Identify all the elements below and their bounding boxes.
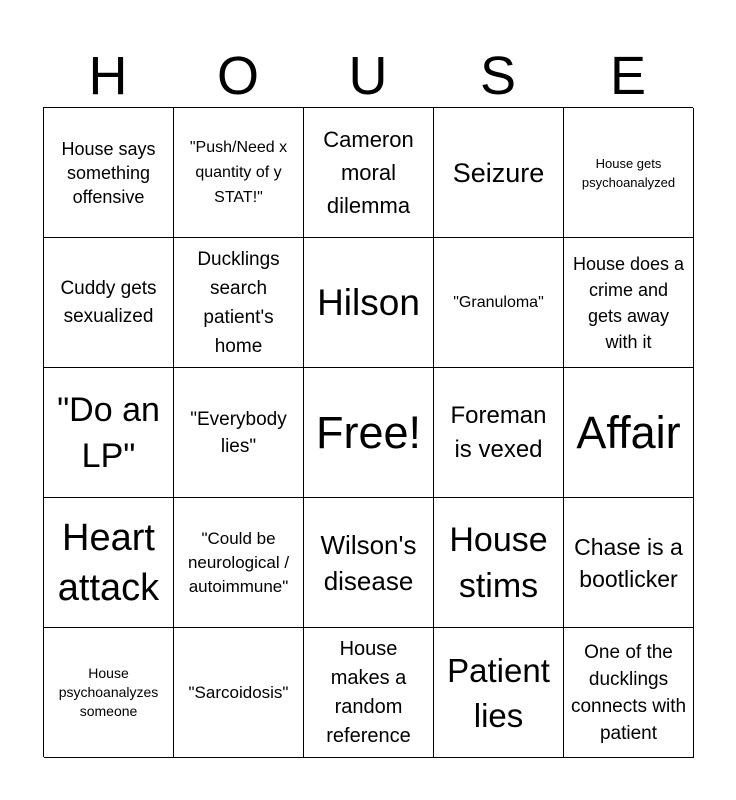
cell-text: Free! bbox=[315, 406, 422, 458]
bingo-cell-r0-c2[interactable] bbox=[304, 108, 434, 238]
bingo-cell-r3-c0[interactable] bbox=[44, 498, 174, 628]
header-letter-h: H bbox=[88, 46, 128, 106]
cell-text: Patient lies bbox=[447, 651, 550, 734]
cell-text: Wilson's disease bbox=[320, 529, 417, 596]
cell-text: One of the ducklings connects with patient bbox=[570, 641, 687, 744]
cell-text: "Push/Need x quantity of y STAT!" bbox=[189, 139, 288, 206]
bingo-cell-r1-c4[interactable] bbox=[564, 238, 694, 368]
cell-text: House says something offensive bbox=[61, 138, 156, 207]
bingo-cell-r1-c0[interactable] bbox=[44, 238, 174, 368]
cell-text: Chase is a bootlicker bbox=[574, 533, 683, 592]
bingo-cell-r2-c4[interactable] bbox=[564, 368, 694, 498]
bingo-cell-r4-c1[interactable] bbox=[174, 628, 304, 758]
cell-text: Affair bbox=[576, 406, 681, 458]
bingo-cell-r0-c0[interactable] bbox=[44, 108, 174, 238]
bingo-cell-r2-c2[interactable] bbox=[304, 368, 434, 498]
cell-text: Foreman is vexed bbox=[450, 401, 547, 463]
header-letter-o: O bbox=[216, 46, 259, 106]
cell-text: House gets psychoanalyzed bbox=[581, 155, 676, 190]
bingo-cell-r1-c1[interactable] bbox=[174, 238, 304, 368]
cell-text: "Granuloma" bbox=[453, 294, 544, 311]
bingo-cell-r1-c2[interactable] bbox=[304, 238, 434, 368]
bingo-cell-r0-c3[interactable] bbox=[434, 108, 564, 238]
header-letter-e: E bbox=[609, 46, 647, 106]
cell-text: "Everybody lies" bbox=[190, 408, 287, 457]
cell-text: Cameron moral dilemma bbox=[323, 127, 414, 218]
cell-text: House makes a random reference bbox=[326, 637, 411, 747]
cell-text: House psychoanalyzes someone bbox=[58, 665, 159, 719]
bingo-cell-r4-c3[interactable] bbox=[434, 628, 564, 758]
bingo-cell-r4-c0[interactable] bbox=[44, 628, 174, 758]
bingo-cell-r4-c4[interactable] bbox=[564, 628, 694, 758]
bingo-cell-r3-c4[interactable] bbox=[564, 498, 694, 628]
header-letter-u: U bbox=[348, 46, 388, 106]
bingo-cell-r3-c1[interactable] bbox=[174, 498, 304, 628]
bingo-header bbox=[43, 46, 693, 106]
bingo-cell-r1-c3[interactable] bbox=[434, 238, 564, 368]
cell-text: House does a crime and gets away with it bbox=[572, 253, 685, 352]
bingo-cell-r3-c2[interactable] bbox=[304, 498, 434, 628]
bingo-cell-r0-c1[interactable] bbox=[174, 108, 304, 238]
cell-text: Seizure bbox=[452, 157, 545, 188]
cell-text: "Could be neurological / autoimmune" bbox=[187, 528, 290, 596]
cell-text: House stims bbox=[449, 520, 548, 605]
bingo-cell-r2-c0[interactable] bbox=[44, 368, 174, 498]
bingo-cell-r3-c3[interactable] bbox=[434, 498, 564, 628]
bingo-cell-r0-c4[interactable] bbox=[564, 108, 694, 238]
bingo-cell-r4-c2[interactable] bbox=[304, 628, 434, 758]
cell-text: Hilson bbox=[317, 281, 420, 323]
cell-text: "Sarcoidosis" bbox=[188, 683, 289, 702]
cell-text: "Do an LP" bbox=[57, 390, 160, 475]
cell-text: Cuddy gets sexualized bbox=[60, 277, 157, 327]
cell-text: Heart attack bbox=[57, 516, 160, 609]
bingo-grid bbox=[43, 107, 693, 757]
header-letter-s: S bbox=[479, 46, 517, 106]
bingo-cell-r2-c1[interactable] bbox=[174, 368, 304, 498]
bingo-cell-r2-c3[interactable] bbox=[434, 368, 564, 498]
cell-text: Ducklings search patient's home bbox=[197, 248, 280, 357]
